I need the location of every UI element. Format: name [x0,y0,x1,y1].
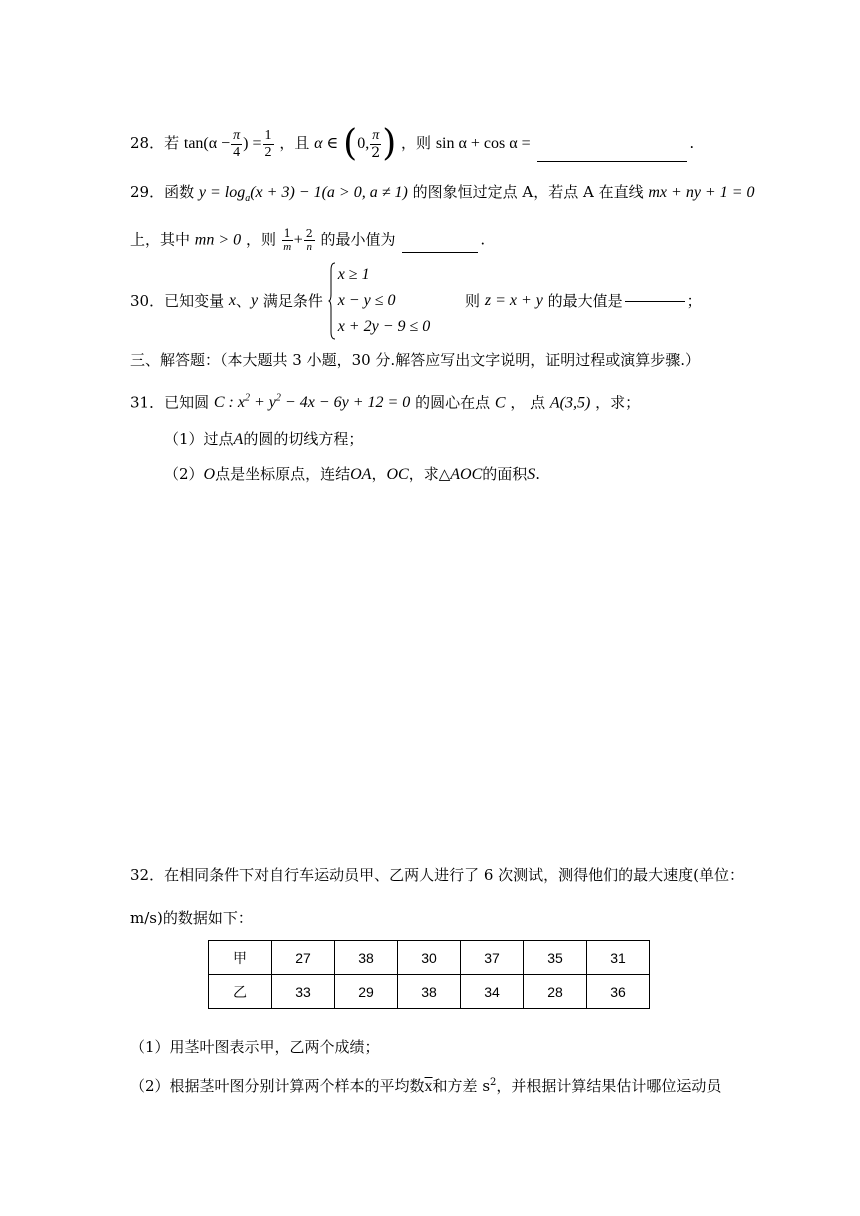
q28-label: 28．若 [130,134,180,152]
q29-frac-1: $\frac{1}{m}$ [283,227,292,253]
table-cell: 33 [272,975,335,1009]
row-header-yi: 乙 [209,975,272,1009]
q30-constraint-system: x ≥ 1 x − y ≤ 0 x + 2y − 9 ≤ 0 [328,262,431,340]
question-32-part-1: （1）用茎叶图表示甲，乙两个成绩； [130,1038,380,1056]
section-3-header: 三、解答题：（本大题共 3 小题，30 分.解答应写出文字说明，证明过程或演算步骤.） [130,351,700,369]
table-cell: 30 [398,941,461,975]
q31-circle-equation: C : $x^2 + y^2 - 4x - 6y + 12 = 0$ [213,393,411,412]
question-29-line-1: 29．函数 $y = \log_a(x + 3) - 1(a > 0$, a ≠ 1) 的图象恒过定点 A，若点 A 在直线 mx + ny + 1 = 0 [130,183,755,205]
question-31-part-2: （2）O点是坐标原点，连结OA，OC，求△AOC的面积S. [164,465,541,483]
table-cell: 28 [524,975,587,1009]
table-cell: 37 [461,941,524,975]
q28-answer-blank [537,160,687,162]
table-cell: 27 [272,941,335,975]
q29-function: $y = \log_a(x + 3) - 1(a > 0$, a ≠ 1) [198,184,408,205]
table-row [209,975,650,1009]
q30-answer-blank [625,300,685,302]
question-32-part-2: （2）根据茎叶图分别计算两个样本的平均数$\overline{x}$和方差 $s^2$，并根据计算结果估计哪位运动员 [130,1077,722,1095]
row-header-jia: 甲 [209,941,272,975]
table-cell: 38 [335,941,398,975]
table-cell: 34 [461,975,524,1009]
table-cell: 31 [587,941,650,975]
speed-data-table [208,940,650,1009]
table-cell: 35 [524,941,587,975]
question-31-part-1: （1）过点A的圆的切线方程； [164,430,364,448]
table-cell: 38 [398,975,461,1009]
question-31: 31．已知圆 C : $x^2 + y^2 - 4x - 6y + 12 = 0$ 的圆心在点 C ， 点 A(3,5) ，求； [130,393,641,412]
question-32-line-1: 32．在相同条件下对自行车运动员甲、乙两人进行了 6 次测试，测得他们的最大速度(单位： [130,866,745,884]
q29-frac-2: $\frac{2}{n}$ [305,227,313,253]
table-cell: 36 [587,975,650,1009]
question-28: 28．若 tan(α − $\frac{\pi}{4}$ ) = $\frac{1}{2}$ ，且 α ∈ (0, $\frac{\pi}{2}$ ) ，则 sin α + cos α = . [130,123,695,164]
q29-line-equation: mx + ny + 1 = 0 [648,184,755,201]
q28-target-expr: sin α + cos α = [435,135,531,152]
table-row [209,941,650,975]
question-30: 30．已知变量 x、y 满足条件 x ≥ 1 x − y ≤ 0 x + 2y − 9 ≤ 0 则 z = x + y 的最大值是 ； [130,262,702,340]
q29-answer-blank [402,251,478,253]
question-29-line-2: 上，其中 mn > 0 ，则 $\frac{1}{m}$ + $\frac{2}{n}$ 的最小值为 . [130,227,486,253]
table-cell: 29 [335,975,398,1009]
q28-tan-expr: tan(α − $\frac{\pi}{4}$ ) = $\frac{1}{2}$ [183,127,272,160]
q28-domain: α ∈ [314,135,339,152]
brace-icon [328,262,336,340]
question-32-line-2: m/s)的数据如下： [130,909,253,927]
